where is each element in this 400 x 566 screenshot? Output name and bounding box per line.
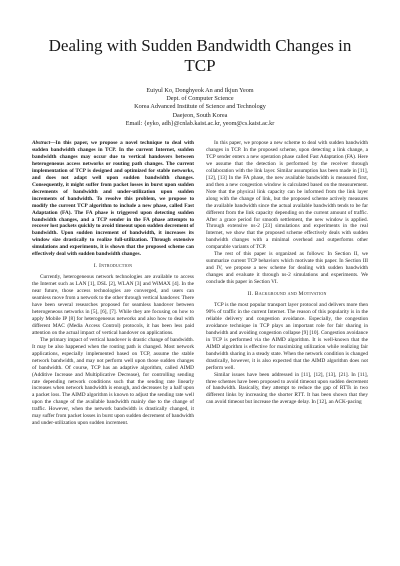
paragraph: Similar issues have been addressed in [11], [12], [13], [21]. In [11], three schemes have been proposed to avoid timeout upon sudden decrement of bandwidth. Basically, they attempt to reduce the gap of RTTs in two different links by increasing the shorter RTT. It has been shown that they can avoid timeout but increase the average delay. In [12], an ACK-pacing (206, 371, 368, 406)
author-email: Email: {eyko, adh}@cnlab.kaist.ac.kr, yeom@cs.kaist.ac.kr (125, 119, 275, 127)
section-heading-introduction: I. Introduction (93, 263, 133, 270)
section-heading-background: II. Background and Motivation (247, 291, 327, 298)
paper-title: Dealing with Sudden Bandwidth Changes in TCP (48, 36, 352, 75)
author-block (32, 87, 368, 128)
author-names: Euiyul Ko, Donghyeok An and Ikjun Yeom (146, 87, 254, 94)
abstract-text: —In this paper, we propose a novel technique to deal with sudden bandwidth changes in TCP. In the current Internet, sudden bandwidth changes may occur due to vertical handovers between heterogeneous access networks or routing path changes. The current implementation of TCP is designed and optimized for stable networks, and does not adapt well upon sudden bandwidth changes. Consequently, it might suffer from packet losses in burst upon sudden decrements of bandwidth and under-utilization upon sudden increments of bandwidth. To resolve this problem, we propose to modify the current TCP algorithm to include a new phase, called Fast Adaptation (FA). The FA phase is triggered upon detecting sudden bandwidth changes, and a TCP sender in the FA phase attempts to recover lost packets quickly to avoid timeout upon sudden decrement of bandwidth. Upon sudden increment of bandwidth, it increases its window size drastically to realize full-utilization. Through extensive simulations and experiments, it is shown that the proposed scheme can effectively deal with sudden bandwidth changes. (32, 140, 194, 258)
paragraph: In this paper, we propose a new scheme to deal with sudden bandwidth changes in TCP. In the proposed scheme, upon detecting a link change, a TCP sender enters a new operation phase called Fast Adaptation (FA). Here we assume that the detection is performed by the receiver through collaboration with the link layer. Similar assumption has been made in [11], [12], [13] In the FA phase, the new available bandwidth is measured first, and then a new congestion window is calculated based on the measurement. Note that the physical link capacity can be informed from the link layer along with the change of link, but the proposed scheme actively measures the available bandwidth since the actual available bandwidth tends to be far different from the link capacity depending on the current amount of traffic. After a grace period for smooth settlement, the new window is applied. Through extensive ns-2 [23] simulations and experiments in the real Internet, we show that the proposed scheme effectively deals with sudden bandwidth changes with a minimal overhead and outperforms other comparable variants of TCP. (206, 140, 368, 251)
paragraph: The primary impact of vertical handover is drastic change of bandwidth. It may be also happened when the routing path is changed. Most network applications, especially implemented based on TCP, assume the stable network bandwidth, and may not perform well upon those sudden changes of bandwidth. Of course, TCP has an adaptive algorithm, called AIMD (Additive Increase and Multiplicative Decrease), for controlling sending rate depending network conditions such that the sending rate linearly increases when network bandwidth is enough, and decreases by a half upon a packet loss. The AIMD algorithm is known to adjust the sending rate well upon the change of the available bandwidth mainly due to the change of traffic. However, when the network bandwidth is drastically changed, it may suffer from packet losses in burst upon sudden decrement of bandwidth and under-utilization upon sudden increment. (32, 336, 194, 427)
right-column (206, 140, 368, 427)
author-city: Daejeon, South Korea (172, 111, 228, 119)
paragraph: The rest of this paper is organized as follows: In Section II, we summarize current TCP behaviors which motivate this paper. In Section III and IV, we propose a new scheme for dealing with sudden bandwidth changes and evaluate it through ns-2 simulations and experiments. We conclude this paper in Section VI. (206, 251, 368, 286)
author-institute: Korea Advanced Institute of Science and Technology (134, 103, 266, 111)
paragraph: TCP is the most popular transport layer protocol and delivers more then 90% of traffic in the current Internet. The reason of this popularity is in the reliable delivery and congestion avoidance. Especially, the congestion avoidance technique in TCP plays an important role for fair sharing in bandwidth and avoiding congestion collapse [9] [10]. Congestion avoidance in TCP is performed via the AIMD algorithm. It is well-known that the AIMD algorithm is effective for maximizing utilization while realizing fair bandwidth sharing in a steady state. When the network condition is changed drastically, however, it is also expected that the AIMD algorithm does not perform well. (206, 302, 368, 371)
abstract-lead: Abstract (32, 140, 51, 147)
author-dept: Dept. of Computer Science (166, 95, 234, 103)
paragraph: Currently, heterogeneous network technologies are available to access the Internet such as LAN [1], DSL [2], WLAN [3] and WiMAX [4]. In the near future, those access technologies are converged, and users can seamless move from a network to the other through vertical handover. There have been several researches proposed for seamless handover between heterogeneous networks in [5], [6], [7]. While they are focusing on how to apply Mobile IP [8] for heterogeneous networks and also how to deal with different MAC (Media Access Control) protocols, it has been less paid attention on the actual impact of vertical handover on applications. (32, 274, 194, 336)
left-column (32, 140, 194, 427)
two-column-body (32, 140, 368, 427)
abstract (32, 140, 194, 258)
